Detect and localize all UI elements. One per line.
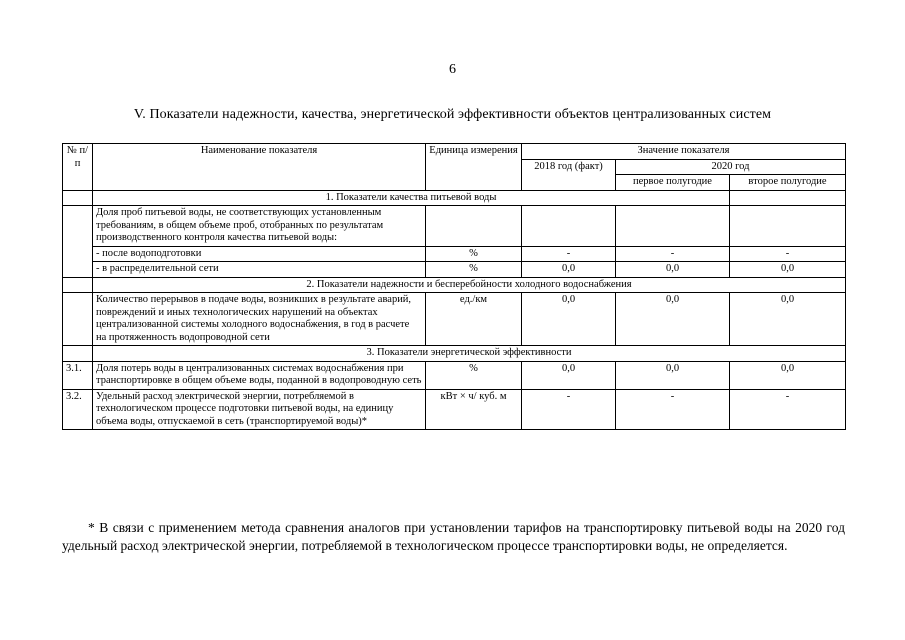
row-name: Количество перерывов в подаче воды, возникших в результате аварий, повреждений и иных технологических нарушений на объектах централизованной системы холодного водоснабжения, в год в расчете на протяженность водопроводной сети xyxy=(93,293,426,346)
row-value-second-half: 0,0 xyxy=(730,262,846,278)
table-cell xyxy=(426,206,522,247)
section1-intro: Доля проб питьевой воды, не соответствующих установленным требованиям, в общем объеме проб, отобранных по результатам производственного контроля качества питьевой воды: xyxy=(93,206,426,247)
row-value-second-half: 0,0 xyxy=(730,293,846,346)
header-2018: 2018 год (факт) xyxy=(522,159,616,190)
table-cell xyxy=(63,277,93,293)
row-unit: % xyxy=(426,262,522,278)
row-unit: % xyxy=(426,246,522,262)
table-row xyxy=(63,206,846,247)
row-value-2018: 0,0 xyxy=(522,262,616,278)
row-value-second-half: 0,0 xyxy=(730,361,846,389)
footnote: * В связи с применением метода сравнения аналогов при установлении тарифов на транспортировку питьевой воды на 2020 год удельный расход электрической энергии, потребляемой в технологическом процессе транспортировки воды, не определяется. xyxy=(62,520,845,553)
table-cell xyxy=(730,206,846,247)
row-value-first-half: - xyxy=(616,389,730,430)
table-cell xyxy=(616,206,730,247)
header-num: № п/п xyxy=(63,144,93,191)
header-unit: Единица измерения xyxy=(426,144,522,191)
row-name: Удельный расход электрической энергии, потребляемой в технологическом процессе подготовки питьевой воды, на единицу объема воды, отпускаемой в сеть (транспортируемой воды)* xyxy=(93,389,426,430)
section-row xyxy=(63,277,846,293)
section-row xyxy=(63,190,846,206)
section1-title: 1. Показатели качества питьевой воды xyxy=(93,190,730,206)
table-cell xyxy=(63,190,93,206)
indicators-table xyxy=(62,143,846,430)
row-name: Доля потерь воды в централизованных системах водоснабжения при транспортировке в общем объеме воды, поданной в водопроводную сеть xyxy=(93,361,426,389)
row-value-first-half: 0,0 xyxy=(616,262,730,278)
table-row xyxy=(63,361,846,389)
row-value-2018: 0,0 xyxy=(522,293,616,346)
row-num: 3.2. xyxy=(63,389,93,430)
row-value-2018: - xyxy=(522,389,616,430)
header-second-half: второе полугодие xyxy=(730,175,846,191)
row-value-first-half: 0,0 xyxy=(616,293,730,346)
table-row xyxy=(63,246,846,262)
row-name: - после водоподготовки xyxy=(93,246,426,262)
section3-title: 3. Показатели энергетической эффективности xyxy=(93,346,846,362)
section2-title: 2. Показатели надежности и бесперебойности холодного водоснабжения xyxy=(93,277,846,293)
row-value-2018: 0,0 xyxy=(522,361,616,389)
page-number: 6 xyxy=(449,62,456,77)
header-name: Наименование показателя xyxy=(93,144,426,191)
table-cell xyxy=(63,206,93,278)
header-2020: 2020 год xyxy=(616,159,846,175)
row-name: - в распределительной сети xyxy=(93,262,426,278)
table-cell xyxy=(730,190,846,206)
table-row xyxy=(63,262,846,278)
header-value: Значение показателя xyxy=(522,144,846,160)
header-first-half: первое полугодие xyxy=(616,175,730,191)
row-num: 3.1. xyxy=(63,361,93,389)
section-row xyxy=(63,346,846,362)
row-value-second-half: - xyxy=(730,389,846,430)
table-cell xyxy=(63,293,93,346)
table-cell xyxy=(63,346,93,362)
table-row xyxy=(63,389,846,430)
row-value-second-half: - xyxy=(730,246,846,262)
row-unit: % xyxy=(426,361,522,389)
row-unit: ед./км xyxy=(426,293,522,346)
row-value-first-half: - xyxy=(616,246,730,262)
section-title: V. Показатели надежности, качества, энергетической эффективности объектов централизованных систем xyxy=(133,107,772,122)
row-value-first-half: 0,0 xyxy=(616,361,730,389)
row-value-2018: - xyxy=(522,246,616,262)
table-cell xyxy=(522,206,616,247)
table-row xyxy=(63,293,846,346)
row-unit: кВт × ч/ куб. м xyxy=(426,389,522,430)
